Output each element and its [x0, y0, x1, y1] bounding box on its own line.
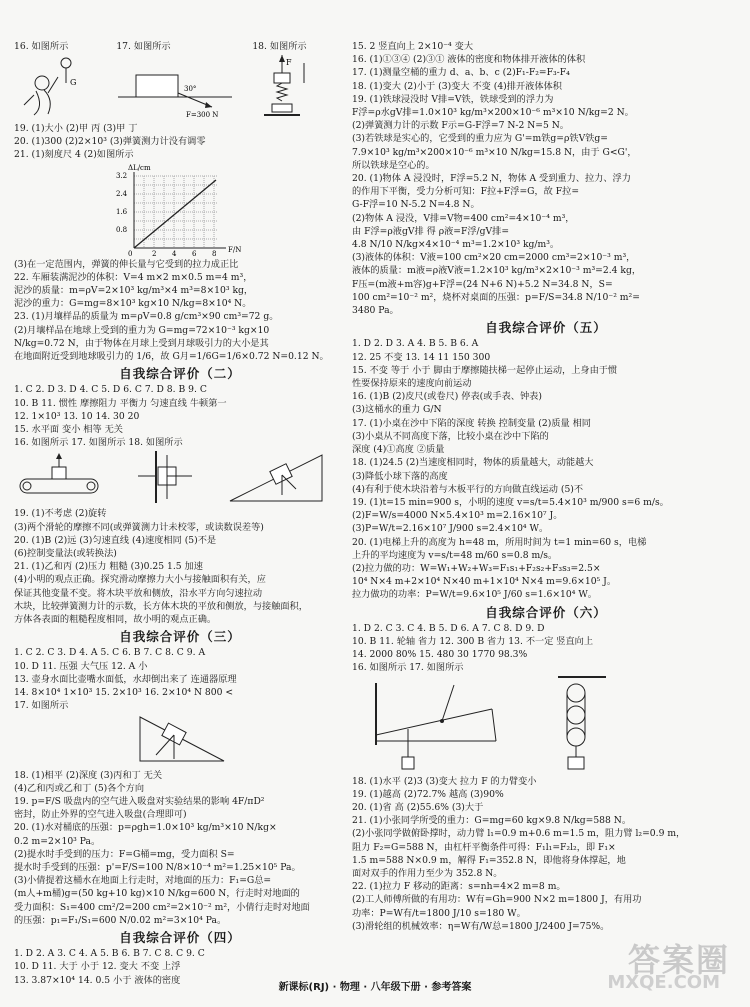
wall-block-diagram [130, 449, 200, 505]
answer-line: 1. D 2. C 3. C 4. B 5. D 6. A 7. C 8. D 9. D [352, 622, 545, 634]
answer-line: F压=(m液+m容)g+F浮=(24 N+6 N)+5.2 N=34.8 N，S= [352, 278, 613, 290]
x-tick: 4 [172, 249, 177, 258]
figure-16 [14, 40, 98, 122]
answer-line: G-F浮=10 N-5.2 N=4.8 N。 [352, 199, 480, 211]
answer-line: 19. (1)不考虑 (2)旋转 [14, 508, 107, 520]
answer-line: (2)工人师傅所做的有用功：W有=Gh=900 N×2 m=1800 J，有用功 [352, 894, 642, 906]
answer-line: 15. 水平面 变小 相等 无关 [14, 424, 123, 436]
incline-diagram [226, 449, 326, 505]
answer-line: 方体各表面的粗糙程度相同，故小明的观点正确。 [14, 614, 217, 626]
answer-line: 受力面积：S₁=400 cm²/2=200 cm²=2×10⁻² m²，小倩行走时对地面 [14, 901, 310, 913]
answer-line: 19. (1)t=15 min=900 s，小明的速度 v=s/t=5.4×10³ m/900 s=6 m/s。 [352, 496, 669, 508]
answer-line: 20. (1)省 高 (2)55.6% (3)大于 [352, 801, 484, 813]
page-footer: 新课标(RJ) · 物理 · 八年级下册 · 参考答案 [278, 982, 472, 993]
answer-line: (3)在一定范围内，弹簧的伸长量与它受到的拉力成正比 [14, 258, 239, 270]
answer-line: 16. (1)①③④ (2)③① 液体的密度和物体排开液体的体积 [352, 54, 586, 66]
answer-line: 19. (1)大小 (2)甲 丙 (3)甲 丁 [14, 123, 138, 134]
answer-line: (2)拉力做的功：W=W₁+W₂+W₃=F₁s₁+F₂s₂+F₃s₃=2.5× [352, 562, 601, 574]
y-tick: 0.8 [116, 225, 128, 234]
section-title-6: 自我综合评价（六） [485, 604, 607, 620]
answer-line: 1. D 2. A 3. C 4. A 5. B 6. B 7. C 8. C 9. C [14, 948, 205, 960]
answer-line: 的作用下平衡，受力分析可知：F拉+F浮=G，故 F拉= [352, 186, 580, 198]
answer-line: (3)两个滑轮的摩擦不同(或弹簧测力计未校零，或读数误差等) [14, 521, 264, 533]
answer-line: 拉力做功的功率：P=W/t=9.6×10⁵ J/60 s=1.6×10⁴ W。 [352, 589, 597, 601]
answer-line: 所以铁球是空心的。 [352, 159, 435, 171]
answer-line: (3)若铁球是实心的，它受到的重力应为 G'=m铁g=ρ铁V铁g= [352, 133, 608, 145]
answer-line: 上升的平均速度为 v=s/t=48 m/60 s=0.8 m/s。 [352, 549, 558, 561]
boy-ball-icon [14, 53, 94, 119]
answer-line: N/kg=0.72 N，由于物体在月球上受到月球吸引力的大小是其 [14, 337, 269, 349]
wedge-block-diagram [134, 713, 234, 769]
left-column [14, 40, 346, 987]
section-6-answers-b [352, 775, 740, 933]
figures-row-2 [14, 449, 346, 507]
y-tick: 1.6 [116, 207, 128, 216]
answer-line: 1. C 2. D 3. D 4. C 5. D 6. C 7. D 8. B 9. C [14, 384, 207, 396]
answer-line: (4)有利于使木块沿着与木板平行的方向做直线运动 (5)不 [352, 483, 584, 495]
answer-line: 阻力 F₂=G=588 N，由杠杆平衡条件可得：F₁l₁=F₂l₂，即 F₁× [352, 841, 616, 853]
watermark-url: MXQE.COM [607, 972, 720, 993]
section-title-4: 自我综合评价（四） [119, 929, 241, 945]
section-2-answers-b [14, 507, 346, 626]
answer-line: 木块，比较弹簧测力计的示数，长方体木块的平放和侧放，与接触面积， [14, 600, 308, 612]
answer-line: 18. (1)24.5 (2)当速度相同时，物体的质量越大，动能越大 [352, 457, 594, 469]
answer-line: (3)小倩提着这桶水在地面上行走时，对地面的压力：F₁=G总= [14, 875, 272, 887]
answer-line: 18. (1)变大 (2)小于 (3)变大 不变 (4)排开液体体积 [352, 80, 562, 92]
answer-line: 0.2 m=2×10³ Pa。 [14, 835, 101, 847]
answer-line: 16. 如图所示 17. 如图所示 [352, 662, 464, 674]
answer-line: 1. D 2. D 3. A 4. B 5. B 6. A [352, 338, 479, 350]
spring-graph [94, 162, 346, 258]
section-6-answers [352, 622, 740, 675]
answer-line: 17. 如图所示 [14, 700, 69, 712]
answer-line: (2)提水时手受到的压力：F=G桶=mg，受力面积 S= [14, 848, 235, 860]
answer-line: 1.5 m=588 N×0.9 m，解得 F₁=352.8 N，即他将身体撑起，地 [352, 854, 626, 866]
answer-line: 19. p=F/S 吸盘内的空气进入吸盘对实验结果的影响 4F/πD² [14, 795, 265, 807]
answer-line: (m人+m桶)g=(50 kg+10 kg)×10 N/kg=600 N，行走时对地面的 [14, 888, 300, 900]
answer-line: 20. (1)B (2)远 (3)匀速直线 (4)速度相同 (5)不是 [14, 534, 217, 546]
answers-15-20 [352, 40, 740, 317]
answer-line: 16. (1)B (2)皮尺(或卷尺) 停表(或手表、钟表) [352, 391, 542, 403]
y-tick: 0 [128, 249, 133, 258]
answer-line: 10⁴ N×4 m+2×10⁴ N×40 m+1×10⁴ N×4 m=9.6×10⁵ J。 [352, 576, 617, 588]
graph-xlabel: F/N [228, 245, 242, 254]
answer-line: (3)P=W/t=2.16×10⁷ J/900 s=2.4×10⁴ W。 [352, 523, 549, 535]
answer-line: (2)月壤样品在地球上受到的重力为 G=mg=72×10⁻³ kg×10 [14, 324, 270, 336]
force-f-label: F [286, 58, 292, 68]
answer-line: 10. B 11. 惯性 摩擦阻力 平衡力 匀速直线 牛顿第一 [14, 397, 227, 409]
answer-line: (2)弹簧测力计的示数 F示=G-F浮=7 N-2 N=5 N。 [352, 120, 569, 132]
answer-line: 在地面附近受到地球吸引力的 1/6，故 G月=1/6G=1/6×0.72 N=0.12 N。 [14, 351, 329, 363]
answer-line: 14. 2000 80% 15. 480 30 1770 98.3% [352, 649, 528, 661]
answer-line: (3)降低小球下落的高度 [352, 470, 448, 482]
answer-line: 15. 2 竖直向上 2×10⁻⁴ 变大 [352, 41, 474, 52]
answer-line: 100 cm²=10⁻² m²，烧杯对桌面的压强：p=F/S=34.8 N/10⁻² m²= [352, 291, 640, 303]
answer-line: (3)这桶水的重力 G/N [352, 404, 442, 416]
answer-line: 15. 不变 等于 小于 脚由于摩擦随扶梯一起停止运动，上身由于惯 [352, 364, 618, 376]
section-title-2: 自我综合评价（二） [119, 366, 241, 382]
figure-label: 18. 如图所示 [252, 41, 307, 52]
answer-line: 4.8 N/10 N/kg×4×10⁻⁴ m³=1.2×10³ kg/m³。 [352, 239, 560, 251]
answer-line: 13. 壶身水面比壶嘴水面低，水却倒出来了 连通器原理 [14, 673, 237, 685]
section-5-answers [352, 337, 740, 601]
x-tick: 8 [212, 249, 217, 258]
answer-line: F浮=ρ水gV排=1.0×10³ kg/m³×200×10⁻⁶ m³×10 N/kg=2 N。 [352, 107, 634, 119]
answer-line: 21. (1)小张同学所受的重力：G=mg=60 kg×9.8 N/kg=588 N。 [352, 815, 632, 827]
answer-line: 20. (1)水对桶底的压强：p=ρgh=1.0×10³ kg/m³×10 N/kg× [14, 822, 277, 834]
answer-line: 密封，防止外界的空气进入吸盘(合理即可) [14, 809, 187, 821]
figure-17 [116, 40, 234, 122]
answer-line: 10. B 11. 轮轴 省力 12. 300 B 省力 13. 不一定 竖直向上 [352, 635, 594, 647]
answer-line: 面对双手的作用力至少为 352.8 N。 [352, 867, 503, 879]
conveyor-diagram [14, 449, 104, 505]
answer-line: 20. (1)电梯上升的高度为 h=48 m，所用时间为 t=1 min=60 s，电梯 [352, 536, 647, 548]
answer-line: 21. (1)乙和丙 (2)压力 粗糙 (3)0.25 1.5 加速 [14, 561, 203, 573]
answer-line: 由 F浮=ρ液gV排 得 ρ液=F浮/gV排= [352, 225, 510, 237]
answer-line: 22. (1)拉力 F 移动的距离：s=nh=4×2 m=8 m。 [352, 881, 566, 893]
figure-18 [252, 40, 346, 122]
answer-line: 14. 8×10⁴ 1×10³ 15. 2×10³ 16. 2×10⁴ N 800 < [14, 687, 234, 699]
answer-line: 18. (1)水平 (2)3 (3)变大 拉力 F 的力臂变小 [352, 775, 537, 787]
answer-line: 保证其他变量不变。将木块平放和侧放，沿水平方向匀速拉动 [14, 587, 263, 599]
box-force-diagram [116, 53, 234, 119]
answer-line: 液体的质量：m液=ρ液V液=1.2×10³ kg/m³×2×10⁻³ m³=2.4 kg， [352, 265, 642, 277]
svg-text:G: G [70, 78, 77, 88]
spring-weight-diagram [252, 53, 332, 123]
answer-line: 泥沙的质量：m=ρV=2×10³ kg/m³×4 m³=8×10³ kg， [14, 285, 254, 297]
answers-19-21 [14, 122, 346, 162]
pulley-block-diagram [552, 675, 612, 773]
answer-line: 22. 车厢装满泥沙的体积：V=4 m×2 m×0.5 m=4 m³， [14, 271, 253, 283]
lever-ramp-diagram [372, 675, 502, 773]
answer-line: 12. 25 不变 13. 14 11 150 300 [352, 351, 491, 363]
graph-ylabel: ΔL/cm [128, 163, 151, 172]
answer-line: 7.9×10³ kg/m³×200×10⁻⁶ m³×10 N/kg=15.8 N，由于 G<G'， [352, 146, 637, 158]
answer-line: 23. (1)月壤样品的质量为 m=ρV=0.8 g/cm³×90 cm³=72 g。 [14, 311, 279, 323]
y-tick: 3.2 [116, 171, 128, 180]
answer-line: 性要保持原来的速度向前运动 [352, 378, 472, 390]
figure-label: 17. 如图所示 [116, 41, 171, 52]
figures-row-6 [352, 675, 740, 775]
figure-3-17 [14, 713, 346, 769]
answer-line: 20. (1)300 (2)2×10³ (3)弹簧测力计没有调零 [14, 136, 206, 148]
answer-line: 17. (1)小桌在沙中下陷的深度 转换 控制变量 (2)质量 相同 [352, 417, 591, 429]
answer-line: 提水时手受到的压强：p'=F/S=100 N/8×10⁻⁴ m²=1.25×10⁵ Pa。 [14, 861, 301, 873]
answer-line: (3)小桌从不同高度下落，比较小桌在沙中下陷的 [352, 430, 549, 442]
answer-line: (4)乙和丙或乙和丁 (5)各个方向 [14, 782, 145, 794]
watermark-logo: 答案圈 [627, 941, 730, 979]
answer-line: 10. D 11. 压强 大气压 12. A 小 [14, 660, 148, 672]
answer-line: 16. 如图所示 17. 如图所示 18. 如图所示 [14, 437, 183, 449]
graph-svg [94, 162, 254, 258]
figures-row-1 [14, 40, 346, 122]
answer-line: 功率：P=W有/t=1800 J/10 s=180 W。 [352, 907, 526, 919]
answer-line: 18. (1)相平 (2)深度 (3)丙和丁 无关 [14, 769, 163, 781]
answer-line: 的压强：p₁=F₁/S₁=600 N/0.02 m²=3×10⁴ Pa。 [14, 914, 227, 926]
answer-line: (2)小张同学做俯卧撑时，动力臂 l₁=0.9 m+0.6 m=1.5 m，阻力臂 l₂=0.9 m， [352, 828, 686, 840]
answer-line: 17. (1)测量空桶的重力 d、a、b、c (2)F₁-F₂=F₃-F₄ [352, 67, 570, 79]
right-column [352, 40, 740, 933]
section-title-3: 自我综合评价（三） [119, 629, 241, 645]
answer-line: (6)控制变量法(或转换法) [14, 548, 117, 560]
figure-label: 16. 如图所示 [14, 41, 69, 52]
angle-label: 30° [184, 85, 197, 94]
answer-line: 19. (1)铁球浸没时 V排=V铁，铁球受到的浮力为 [352, 93, 554, 105]
section-3-answers [14, 646, 346, 712]
answer-line: (4)小明的观点正确。探究滑动摩擦力大小与接触面积有关，应 [14, 574, 266, 586]
force-label: F=300 N [186, 111, 219, 120]
x-tick: 2 [152, 249, 157, 258]
answers-21-23 [14, 258, 346, 364]
answer-line: (2)物体 A 浸没，V排=V物=400 cm²=4×10⁻⁴ m³， [352, 212, 575, 224]
section-title-5: 自我综合评价（五） [485, 320, 607, 336]
answer-line: 深度 (4)①高度 ②质量 [352, 444, 445, 456]
x-tick: 6 [192, 249, 197, 258]
section-2-answers [14, 383, 346, 449]
answer-line: 19. (1)越高 (2)72.7% 越高 (3)90% [352, 788, 504, 800]
answer-line: 10. D 11. 大于 小于 12. 变大 不变 上浮 [14, 961, 181, 973]
answer-line: 1. C 2. C 3. D 4. A 5. C 6. B 7. C 8. C 9. A [14, 647, 206, 659]
y-tick: 2.4 [116, 189, 128, 198]
answer-line: 13. 3.87×10⁴ 14. 0.5 小于 液体的密度 [14, 974, 181, 986]
answer-line: 12. 1×10³ 13. 10 14. 30 20 [14, 410, 140, 422]
answer-line: (2)F=W/s=4000 N×5.4×10³ m=2.16×10⁷ J。 [352, 510, 563, 522]
answer-line: 20. (1)物体 A 浸没时，F浮=5.2 N，物体 A 受到重力、拉力、浮力 [352, 173, 631, 185]
answer-line: 3480 Pa。 [352, 305, 399, 317]
answer-line: 泥沙的重力：G=mg=8×10³ kg×10 N/kg=8×10⁴ N。 [14, 298, 252, 310]
section-3-answers-b [14, 769, 346, 927]
answer-line: 21. (1)刻度尺 4 (2)如图所示 [14, 149, 134, 161]
answer-line: (3)液体的体积：V液=100 cm²×20 cm=2000 cm³=2×10⁻³ m³， [352, 252, 636, 264]
answer-line: (3)滑轮组的机械效率：η=W有/W总=1800 J/2400 J=75%。 [352, 920, 610, 932]
